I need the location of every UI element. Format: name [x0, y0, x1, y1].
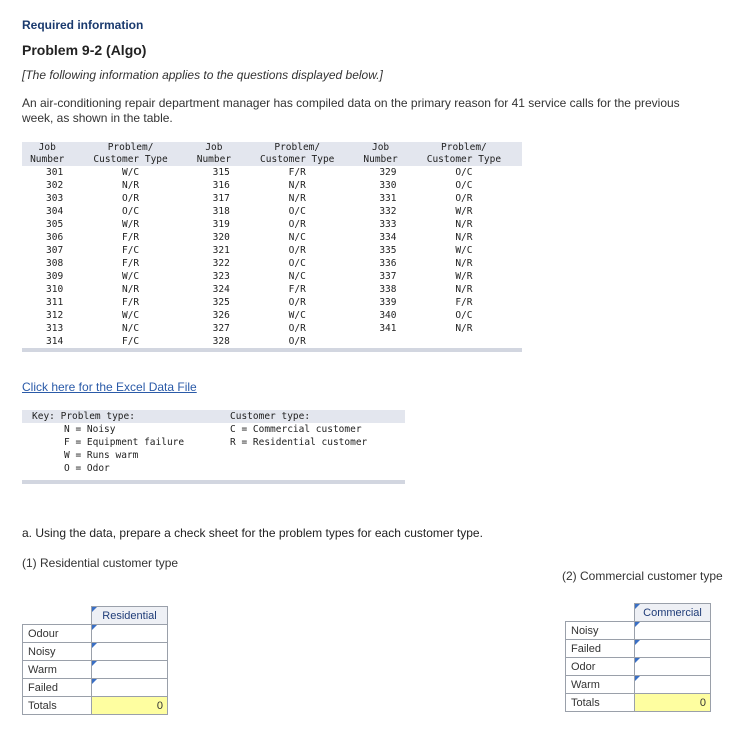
job-number-cell: 339	[355, 296, 406, 309]
job-number-cell: 302	[22, 179, 73, 192]
problem-type-cell: N/R	[406, 283, 522, 296]
job-number-cell: 301	[22, 166, 73, 179]
problem-type-cell	[406, 335, 522, 348]
commercial-noisy-input[interactable]	[635, 622, 711, 640]
commercial-totals-value: 0	[635, 694, 711, 712]
column-header: Problem/	[406, 142, 522, 154]
problem-type-cell: O/C	[239, 205, 355, 218]
table-row	[22, 270, 522, 283]
part-1-label: (1) Residential customer type	[22, 556, 179, 570]
row-label-odor: Odor	[566, 658, 635, 676]
problem-type-cell: W/R	[73, 218, 189, 231]
table-row	[22, 257, 522, 270]
key-item: R = Residential customer	[230, 437, 368, 448]
info-note: [The following information applies to the questions displayed below.]	[22, 68, 383, 82]
row-label-odour: Odour	[23, 625, 92, 643]
job-number-cell: 319	[189, 218, 240, 231]
job-number-cell	[355, 335, 406, 348]
problem-type-cell: N/C	[239, 231, 355, 244]
table-row	[22, 231, 522, 244]
problem-type-cell: N/R	[406, 218, 522, 231]
job-number-cell: 309	[22, 270, 73, 283]
column-header: Job	[22, 142, 73, 154]
job-number-cell: 330	[355, 179, 406, 192]
column-header: Job	[189, 142, 240, 154]
column-header: Job	[355, 142, 406, 154]
job-number-cell: 327	[189, 322, 240, 335]
excel-data-file-link[interactable]: Click here for the Excel Data File	[22, 380, 197, 394]
service-call-data-table	[22, 142, 522, 352]
job-number-cell: 320	[189, 231, 240, 244]
table-row	[22, 296, 522, 309]
job-number-cell: 317	[189, 192, 240, 205]
column-header: Customer Type	[73, 154, 189, 166]
key-customer-title: Customer type:	[230, 411, 311, 422]
problem-type-cell: F/R	[73, 296, 189, 309]
job-number-cell: 341	[355, 322, 406, 335]
job-number-cell: 312	[22, 309, 73, 322]
table-row	[22, 244, 522, 257]
data-table-body	[22, 166, 522, 348]
job-number-cell: 329	[355, 166, 406, 179]
commercial-header: Commercial	[635, 604, 711, 622]
commercial-failed-input[interactable]	[635, 640, 711, 658]
table-bottom-bar	[22, 348, 522, 352]
problem-type-cell: O/R	[73, 192, 189, 205]
table-row	[22, 192, 522, 205]
job-number-cell: 304	[22, 205, 73, 218]
problem-type-cell: O/R	[239, 296, 355, 309]
problem-type-cell: F/R	[406, 296, 522, 309]
job-number-cell: 313	[22, 322, 73, 335]
problem-type-cell: N/R	[406, 322, 522, 335]
job-number-cell: 332	[355, 205, 406, 218]
problem-type-cell: O/C	[239, 257, 355, 270]
job-number-cell: 324	[189, 283, 240, 296]
question-a: a. Using the data, prepare a check sheet for the problem types for each customer type.	[22, 526, 483, 540]
row-label-warm: Warm	[566, 676, 635, 694]
residential-warm-input[interactable]	[92, 661, 168, 679]
job-number-cell: 311	[22, 296, 73, 309]
job-number-cell: 306	[22, 231, 73, 244]
residential-totals-value: 0	[92, 697, 168, 715]
problem-type-cell: N/R	[239, 192, 355, 205]
problem-type-cell: O/C	[406, 179, 522, 192]
problem-type-cell: O/C	[406, 309, 522, 322]
problem-type-cell: F/R	[239, 166, 355, 179]
commercial-check-sheet	[565, 603, 711, 712]
problem-type-cell: N/R	[406, 231, 522, 244]
job-number-cell: 333	[355, 218, 406, 231]
job-number-cell: 334	[355, 231, 406, 244]
job-number-cell: 331	[355, 192, 406, 205]
problem-type-cell: F/R	[73, 257, 189, 270]
job-number-cell: 335	[355, 244, 406, 257]
key-bottom-bar	[22, 480, 405, 484]
residential-check-sheet	[22, 606, 168, 715]
column-header: Number	[189, 154, 240, 166]
problem-type-cell: F/R	[73, 231, 189, 244]
table-row	[22, 283, 522, 296]
part-2-label: (2) Commercial customer type	[562, 569, 723, 583]
job-number-cell: 337	[355, 270, 406, 283]
job-number-cell: 316	[189, 179, 240, 192]
row-label-totals: Totals	[566, 694, 635, 712]
problem-type-cell: N/R	[73, 283, 189, 296]
job-number-cell: 314	[22, 335, 73, 348]
row-label-noisy: Noisy	[23, 643, 92, 661]
key-item: O = Odor	[64, 463, 110, 474]
problem-type-cell: F/C	[73, 244, 189, 257]
job-number-cell: 325	[189, 296, 240, 309]
problem-type-cell: W/C	[239, 309, 355, 322]
problem-type-cell: O/R	[239, 218, 355, 231]
table-row	[22, 309, 522, 322]
residential-noisy-input[interactable]	[92, 643, 168, 661]
row-label-totals: Totals	[23, 697, 92, 715]
row-label-failed: Failed	[566, 640, 635, 658]
job-number-cell: 321	[189, 244, 240, 257]
table-row	[22, 218, 522, 231]
problem-type-cell: W/C	[73, 270, 189, 283]
problem-type-cell: N/C	[73, 322, 189, 335]
commercial-odor-input[interactable]	[635, 658, 711, 676]
job-number-cell: 318	[189, 205, 240, 218]
residential-odour-input[interactable]	[92, 625, 168, 643]
intro-text: An air-conditioning repair department manager has compiled data on the primary reason for 41 service calls for the previous week, as shown in the table.	[22, 96, 680, 125]
row-label-noisy: Noisy	[566, 622, 635, 640]
column-header: Customer Type	[239, 154, 355, 166]
key-item: F = Equipment failure	[64, 437, 185, 448]
problem-type-cell: O/R	[239, 244, 355, 257]
residential-header: Residential	[92, 607, 168, 625]
job-number-cell: 307	[22, 244, 73, 257]
problem-type-cell: N/R	[73, 179, 189, 192]
key-item: C = Commercial customer	[230, 424, 362, 435]
table-row	[22, 335, 522, 348]
problem-type-cell: N/R	[406, 257, 522, 270]
problem-type-cell: O/R	[239, 322, 355, 335]
key-problem-title: Key: Problem type:	[32, 411, 135, 422]
job-number-cell: 340	[355, 309, 406, 322]
problem-type-cell: W/C	[406, 244, 522, 257]
problem-type-cell: O/R	[406, 192, 522, 205]
table-row	[22, 205, 522, 218]
table-row	[22, 179, 522, 192]
problem-type-cell: O/C	[73, 205, 189, 218]
problem-type-cell: O/R	[239, 335, 355, 348]
job-number-cell: 305	[22, 218, 73, 231]
key-item: N = Noisy	[64, 424, 116, 435]
job-number-cell: 308	[22, 257, 73, 270]
job-number-cell: 322	[189, 257, 240, 270]
row-label-failed: Failed	[23, 679, 92, 697]
job-number-cell: 336	[355, 257, 406, 270]
problem-type-cell: F/C	[73, 335, 189, 348]
residential-failed-input[interactable]	[92, 679, 168, 697]
job-number-cell: 315	[189, 166, 240, 179]
data-table-header	[22, 142, 522, 166]
table-row	[22, 322, 522, 335]
table-row	[22, 166, 522, 179]
column-header: Problem/	[73, 142, 189, 154]
key-box	[22, 410, 405, 484]
job-number-cell: 303	[22, 192, 73, 205]
row-label-warm: Warm	[23, 661, 92, 679]
problem-type-cell: W/R	[406, 205, 522, 218]
job-number-cell: 328	[189, 335, 240, 348]
required-information-label: Required information	[22, 18, 144, 32]
key-item: W = Runs warm	[64, 450, 139, 461]
problem-type-cell: N/C	[239, 270, 355, 283]
job-number-cell: 338	[355, 283, 406, 296]
column-header: Number	[355, 154, 406, 166]
problem-type-cell: W/C	[73, 166, 189, 179]
column-header: Problem/	[239, 142, 355, 154]
problem-title: Problem 9-2 (Algo)	[22, 42, 147, 58]
column-header: Number	[22, 154, 73, 166]
commercial-warm-input[interactable]	[635, 676, 711, 694]
problem-type-cell: W/C	[73, 309, 189, 322]
column-header: Customer Type	[406, 154, 522, 166]
problem-type-cell: F/R	[239, 283, 355, 296]
job-number-cell: 323	[189, 270, 240, 283]
problem-type-cell: O/C	[406, 166, 522, 179]
problem-type-cell: N/R	[239, 179, 355, 192]
problem-type-cell: W/R	[406, 270, 522, 283]
job-number-cell: 326	[189, 309, 240, 322]
job-number-cell: 310	[22, 283, 73, 296]
